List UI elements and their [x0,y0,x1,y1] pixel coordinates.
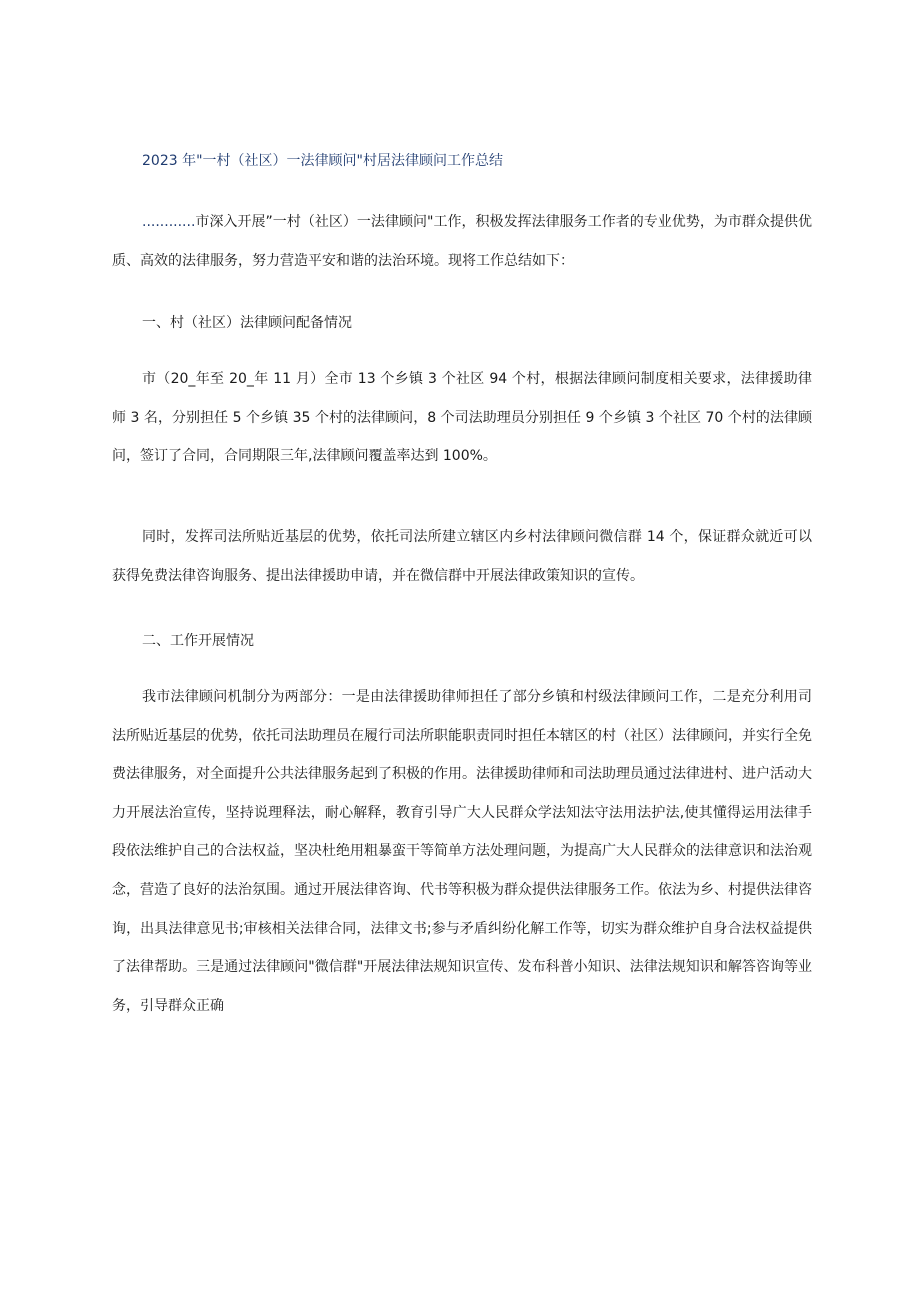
section1-paragraph-2: 同时，发挥司法所贴近基层的优势，依托司法所建立辖区内乡村法律顾问微信群 14 个，保证群众就近可以获得免费法律咨询服务、提出法律援助申请，并在微信群中开展法律政策知识的宣传。 [112,529,812,584]
document-title-prefix: 2023 年"一村（社区）一法律顾问" [142,153,363,169]
document-title [142,150,503,172]
intro-paragraph [112,203,812,280]
section-heading-1: 一、村（社区）法律顾问配备情况 [142,315,352,331]
intro-text: 市深入开展”一村（社区）一法律顾问"工作，积极发挥法律服务工作者的专业优势，为市群众提供优质、高效的法律服务，努力营造平安和谐的法治环境。现将工作总结如下： [112,214,812,269]
intro-ellipsis: ............ [142,214,196,230]
section1-paragraph-1: 市（20_年至 20_年 11 月）全市 13 个乡镇 3 个社区 94 个村，根据法律顾问制度相关要求，法律援助律师 3 名，分别担任 5 个乡镇 35 个村的法律顾问，8 个司法助理员分别担任 9 个乡镇 3 个社区 70 个村的法律顾问，签订了合同，合同期限三年,法律顾问覆盖率达到 100%。 [112,371,812,465]
section2-paragraph-1: 我市法律顾问机制分为两部分：一是由法律援助律师担任了部分乡镇和村级法律顾问工作，二是充分利用司法所贴近基层的优势，依托司法助理员在履行司法所职能职责同时担任本辖区的村（社区）法律顾问，并实行全免费法律服务，对全面提升公共法律服务起到了积极的作用。法律援助律师和司法助理员通过法律进村、进户活动大力开展法治宣传，坚持说理释法，耐心解释，教育引导广大人民群众学法知法守法用法护法,使其懂得运用法律手段依法维护自己的合法权益，坚决杜绝用粗暴蛮干等简单方法处理问题，为提高广大人民群众的法律意识和法治观念，营造了良好的法治氛围。通过开展法律咨询、代书等积极为群众提供法律服务工作。依法为乡、村提供法律咨询，出具法律意见书;审核相关法律合同，法律文书;参与矛盾纠纷化解工作等，切实为群众维护自身合法权益提供了法律帮助。三是通过法律顾问"微信群"开展法律法规知识宣传、发布科普小知识、法律法规知识和解答咨询等业务，引导群众正确 [112,689,812,1014]
section-heading-2: 二、工作开展情况 [142,633,254,649]
document-title-suffix: 村居法律顾问工作总结 [362,153,503,169]
